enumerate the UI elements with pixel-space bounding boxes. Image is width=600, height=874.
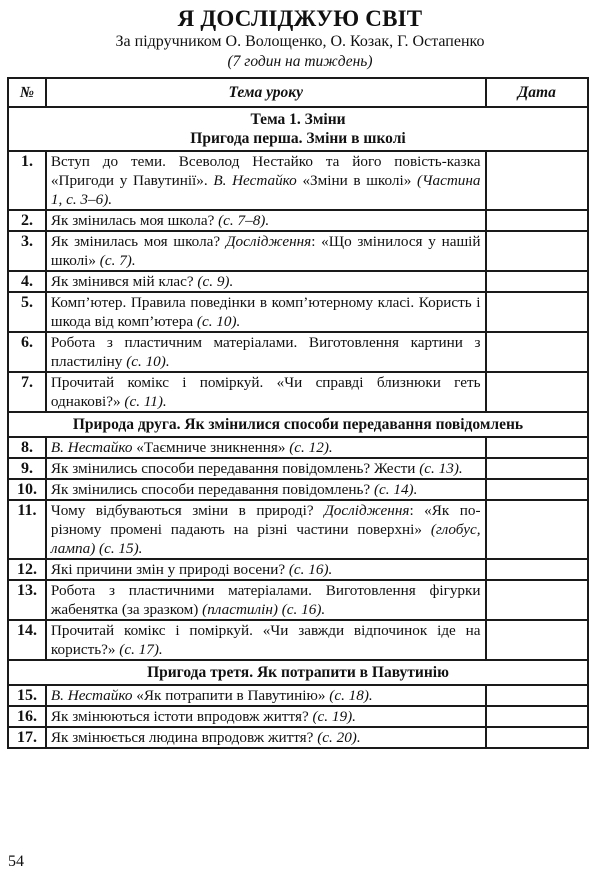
lesson-topic-italic: (с. 9).: [197, 273, 234, 290]
lesson-topic-italic: В. Нестайко: [213, 172, 297, 189]
lesson-row: [8, 292, 588, 332]
lesson-number: 7.: [8, 372, 46, 412]
lesson-topic-text: Робота з пластичним матеріалами. Виготовлення картини з пластиліну: [50, 334, 481, 370]
lesson-topic-text: : «Як по-різному промені падають на різні частини поверхні»: [50, 502, 481, 538]
lesson-topic-italic: (Частина 1, с. 3–6).: [50, 172, 481, 208]
lesson-number: 8.: [8, 437, 46, 458]
lesson-topic-italic: (с. 16).: [288, 561, 333, 578]
lesson-row: [8, 706, 588, 727]
column-header-number: №: [8, 78, 46, 107]
lesson-number: 17.: [8, 727, 46, 748]
lesson-topic-italic: (с. 18).: [329, 687, 373, 704]
section-heading: [8, 107, 588, 151]
lesson-topic-text: : «Що змінилося у нашій школі»: [50, 233, 481, 269]
lesson-row: [8, 372, 588, 412]
lesson-row: [8, 620, 588, 660]
lesson-number: 16.: [8, 706, 46, 727]
page-title: Я ДОСЛІДЖУЮ СВІТ: [177, 6, 423, 31]
lesson-row: [8, 437, 588, 458]
lesson-date-cell[interactable]: [486, 292, 588, 332]
lesson-topic-text: Комп’ютер. Правила поведінки в комп’ютерному класі. Користь і шкода від комп’ютера: [50, 294, 481, 330]
lesson-date-cell[interactable]: [486, 151, 588, 210]
lesson-topic-italic: (с. 7).: [99, 252, 136, 269]
lesson-number: 1.: [8, 151, 46, 210]
lesson-row: [8, 332, 588, 372]
adventure-title: Пригода третя. Як потрапити в Павутинію: [8, 660, 588, 685]
lesson-topic: [46, 685, 486, 706]
lesson-row: [8, 479, 588, 500]
lesson-number: 5.: [8, 292, 46, 332]
lesson-topic: [46, 437, 486, 458]
table-header-row: [8, 78, 588, 107]
lesson-topic-italic: В. Нестайко: [50, 687, 133, 704]
lesson-topic: [46, 620, 486, 660]
lesson-topic-italic: (с. 20).: [317, 729, 361, 746]
lesson-topic-text: Як змінилась моя школа?: [50, 212, 219, 229]
adventure-title: Природа друга. Як змінилися способи передавання повідомлень: [8, 412, 588, 437]
lesson-topic-italic: (с. 10).: [196, 313, 241, 330]
lesson-topic-italic: (с. 14).: [373, 481, 418, 498]
lesson-number: 14.: [8, 620, 46, 660]
lesson-date-cell[interactable]: [486, 559, 588, 580]
lesson-topic-italic: (с. 12).: [289, 439, 333, 456]
lesson-date-cell[interactable]: [486, 271, 588, 292]
lesson-number: 10.: [8, 479, 46, 500]
lesson-topic-text: Чому відбуваються зміни в природі?: [50, 502, 325, 519]
lesson-topic-text: Прочитай комікс і поміркуй. «Чи завжди відпочинок іде на користь?»: [50, 622, 481, 658]
lesson-topic-italic: (с. 19).: [312, 708, 356, 725]
lesson-topic-text: «Таємниче зникнення»: [132, 439, 290, 456]
lesson-topic-italic: (с. 10).: [126, 353, 170, 370]
lesson-plan-table: [7, 77, 589, 749]
lesson-date-cell[interactable]: [486, 437, 588, 458]
hours-per-week: (7 годин на тиждень): [227, 53, 373, 70]
lesson-topic-italic: В. Нестайко: [50, 439, 133, 456]
lesson-number: 6.: [8, 332, 46, 372]
lesson-topic: [46, 580, 486, 620]
lesson-topic-italic: (с. 13).: [419, 460, 463, 477]
lesson-topic-text: «Як потрапити в Павутинію»: [132, 687, 330, 704]
lesson-topic-text: Як змінюється людина впродовж життя?: [50, 729, 318, 746]
lesson-number: 11.: [8, 500, 46, 559]
lesson-topic: [46, 332, 486, 372]
lesson-number: 15.: [8, 685, 46, 706]
lesson-topic-italic: (с. 11).: [124, 393, 167, 410]
lesson-number: 9.: [8, 458, 46, 479]
lesson-topic: [46, 706, 486, 727]
lesson-date-cell[interactable]: [486, 727, 588, 748]
lesson-topic: [46, 500, 486, 559]
lesson-topic: [46, 727, 486, 748]
lesson-date-cell[interactable]: [486, 332, 588, 372]
section-row-adventure2: [8, 412, 588, 437]
lesson-date-cell[interactable]: [486, 685, 588, 706]
lesson-row: [8, 559, 588, 580]
lesson-topic-text: Прочитай комікс і поміркуй. «Чи справді близнюки геть однакові?»: [50, 374, 481, 410]
lesson-number: 2.: [8, 210, 46, 231]
lesson-row: [8, 151, 588, 210]
table-body: [8, 107, 588, 748]
lesson-row: [8, 271, 588, 292]
lesson-topic-text: Як змінились способи передавання повідомлень? Жести: [50, 460, 420, 477]
lesson-topic-text: Як змінились способи передавання повідомлень?: [50, 481, 374, 498]
lesson-date-cell[interactable]: [486, 706, 588, 727]
page-number: 54: [8, 853, 24, 870]
lesson-topic: [46, 479, 486, 500]
lesson-topic-italic: Дослідження: [225, 233, 312, 250]
lesson-topic-italic: Дослідження: [324, 502, 410, 519]
lesson-number: 13.: [8, 580, 46, 620]
lesson-date-cell[interactable]: [486, 500, 588, 559]
lesson-topic: [46, 231, 486, 271]
theme-title: Тема 1. Зміни: [250, 111, 346, 128]
lesson-row: [8, 580, 588, 620]
lesson-number: 3.: [8, 231, 46, 271]
textbook-authors: За підручником О. Волощенко, О. Козак, Г. Остапенко: [115, 33, 485, 50]
lesson-number: 12.: [8, 559, 46, 580]
lesson-row: [8, 727, 588, 748]
lesson-topic-text: Робота з пластичними матеріалами. Виготовлення фігурки жабенятка (за зразком): [50, 582, 481, 618]
lesson-topic-italic: (с. 17).: [119, 641, 163, 658]
lesson-topic-text: Як змінився мій клас?: [50, 273, 198, 290]
lesson-row: [8, 231, 588, 271]
lesson-topic: [46, 271, 486, 292]
adventure-title: Пригода перша. Зміни в школі: [190, 130, 406, 147]
lesson-date-cell[interactable]: [486, 580, 588, 620]
lesson-date-cell[interactable]: [486, 231, 588, 271]
lesson-topic-text: Вступ до теми. Всеволод Нестайко та його повість-казка «Пригоди у Павутинії».: [50, 153, 481, 189]
lesson-topic-text: Як змінилась моя школа?: [50, 233, 226, 250]
lesson-row: [8, 500, 588, 559]
section-row-theme1: [8, 107, 588, 151]
lesson-topic-italic: (глобус, лампа) (с. 15).: [50, 521, 481, 557]
lesson-row: [8, 685, 588, 706]
lesson-topic: [46, 458, 486, 479]
lesson-topic-text: Як змінюються істоти впродовж життя?: [50, 708, 313, 725]
lesson-topic: [46, 372, 486, 412]
lesson-date-cell[interactable]: [486, 372, 588, 412]
lesson-topic-text: «Зміни в школі»: [296, 172, 417, 189]
section-row-adventure3: [8, 660, 588, 685]
lesson-date-cell[interactable]: [486, 620, 588, 660]
lesson-row: [8, 458, 588, 479]
lesson-topic-italic: (пластилін) (с. 16).: [202, 601, 326, 618]
lesson-row: [8, 210, 588, 231]
lesson-topic-text: Які причини змін у природі восени?: [50, 561, 289, 578]
column-header-topic: Тема уроку: [46, 78, 486, 107]
column-header-date: Дата: [486, 78, 588, 107]
lesson-date-cell[interactable]: [486, 210, 588, 231]
lesson-topic: [46, 210, 486, 231]
lesson-date-cell[interactable]: [486, 458, 588, 479]
lesson-topic: [46, 292, 486, 332]
lesson-topic: [46, 151, 486, 210]
lesson-topic: [46, 559, 486, 580]
lesson-topic-italic: (с. 7–8).: [218, 212, 270, 229]
lesson-date-cell[interactable]: [486, 479, 588, 500]
lesson-number: 4.: [8, 271, 46, 292]
